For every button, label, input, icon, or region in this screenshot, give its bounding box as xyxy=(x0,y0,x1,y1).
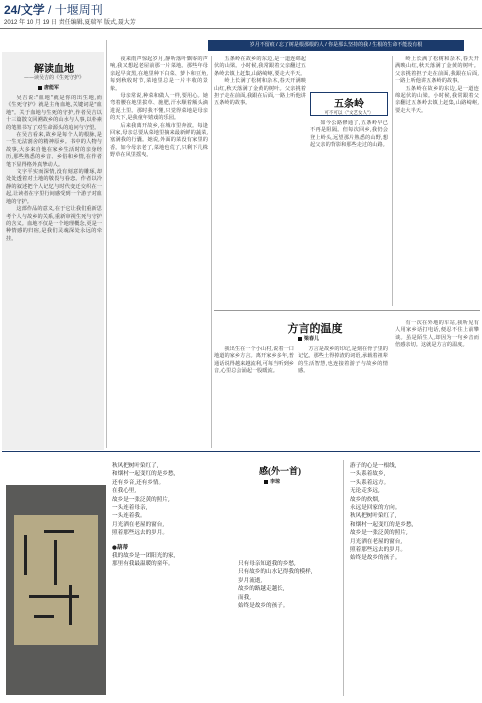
byline-square-icon xyxy=(38,86,42,90)
column-divider xyxy=(392,56,393,306)
poem-line: 岁月流逝, xyxy=(238,577,263,584)
poem-line: 一头系着远方。 xyxy=(350,479,390,486)
poem-line: 游子的心是一根线, xyxy=(350,463,397,469)
bottom-article-author: 梁春儿 xyxy=(304,336,320,342)
poem-middle-column xyxy=(238,560,338,610)
page-header xyxy=(0,0,482,36)
left-article-subtitle: ——读吴吉的《生死守护》 xyxy=(23,75,84,81)
paragraph: 后来我离开故乡,在城市里奔波。每逢回家,母亲总要从菜地里摘来最新鲜的蔬菜,塞满我的行囊。她说,外面的菜没有家里的香。如今母亲老了,菜地也荒了,只剩下几株野草在风里摇曳。 xyxy=(110,122,208,159)
poem-line: 月光洒在老屋的窗台, xyxy=(112,521,165,528)
header-rule xyxy=(0,28,482,29)
poem-line: 一头系着故乡, xyxy=(350,471,386,478)
poem-second-title: ●葫蒂 xyxy=(112,544,129,551)
poem-left-column xyxy=(112,462,222,569)
page-number: 24 xyxy=(4,3,18,17)
poem-line: 故乡的炊烟, xyxy=(350,496,380,503)
right-article-body-3 xyxy=(395,56,479,306)
poem-title: 感(外一首) xyxy=(259,466,301,476)
poem-line: 始终是故乡的孩子。 xyxy=(350,555,401,562)
poem-line: 一头连着我。 xyxy=(112,513,146,520)
column-divider xyxy=(343,460,344,696)
bottom-article-byline xyxy=(298,335,319,342)
paragraph: 如今公路修通了,五条岭早已不再是阻隔。但每次回乡,我仍会登上岭头,远望那片熟悉的山野,想起父亲的背影和那些走过的山路。 xyxy=(310,120,388,149)
poem-line: 月光洒在老屋的窗台, xyxy=(350,538,403,545)
poem-right-column xyxy=(350,462,478,563)
paragraph: 我出生在一个小山村,说着一口地道的家乡方言。离开家乡多年,普通话说得越来越流利,可每当听到乡音,心里总会涌起一股暖流。 xyxy=(214,346,294,375)
section-divider xyxy=(214,310,480,311)
paragraph: 方言是故乡的印记,是刻在骨子里的记忆。那些土得掉渣的词语,承载着祖辈的生活智慧,也连接着游子与故乡的情感。 xyxy=(298,346,388,375)
poem-line: 故乡是一张泛黄的照片, xyxy=(350,530,408,537)
left-article-body xyxy=(6,95,102,447)
paragraph: 文字平实而深情,没有刻意的雕琢,却处处透着对土地的敬畏与眷恋。作者以冷静的叙述把个人记忆与时代变迁交织在一起,让读者在字里行间感受到一个游子对血地的守护。 xyxy=(6,169,102,205)
poem-line: 照着那些远去的岁月。 xyxy=(350,547,406,554)
poem-line: 秋风把树叶染红了, xyxy=(112,463,159,469)
poem-line: 在我心里, xyxy=(112,488,137,495)
paragraph: 在吴吉看来,故乡是每个人的根脉,是一生无法割舍的精神原乡。书中的人物与故事,大多来自他在家乡生活时的亲身经历,那些熟悉的乡音、乡俗和乡情,在作者笔下显得格外真挚动人。 xyxy=(6,132,102,168)
poem-author: 李琼 xyxy=(270,479,281,485)
poem-line: 和烟村一起变红的是乡愁, xyxy=(112,471,176,478)
book-cover-photo xyxy=(6,485,106,695)
paragraph: 母亲常说,种菜和做人一样,要用心。她弯着腰在地里拔草、施肥,汗水顺着额头滴进泥土里。那时我不懂,只觉得菜地是母亲的天下,是我童年嬉戏的乐园。 xyxy=(110,93,208,122)
brush-stroke xyxy=(69,585,72,625)
section-name: 文学 xyxy=(20,3,45,17)
bottom-article-col-3 xyxy=(395,320,479,446)
poem-line: 秋风把树叶染红了, xyxy=(350,513,397,520)
right-article-title: 五条岭 xyxy=(334,99,364,110)
issue-line: 2012 年 10 月 19 日 责任编辑,夏瑞军 版式,聂大芳 xyxy=(4,20,136,26)
paragraph: 岭上长满了松树和杂木,春天开满映山红,秋天落满了金黄的树叶。父亲挑着担子走在前面,我跟在后面,一路上听他讲五条岭的故事。 xyxy=(395,56,479,85)
poem-line: 只有故乡的山水记得我的模样, xyxy=(238,569,313,576)
poem-line: 只有母亲知道我的乡愁, xyxy=(238,561,296,567)
byline-square-icon xyxy=(264,480,268,484)
brush-stroke xyxy=(54,540,57,585)
left-article-author: 唐能军 xyxy=(44,85,60,91)
poem-line: 故乡的路越走越长, xyxy=(238,586,285,593)
left-article-title: 解读血地 xyxy=(34,64,74,75)
poem-line: 和烟村一起变红的是乡愁, xyxy=(350,521,414,528)
brush-stroke xyxy=(24,535,27,575)
paragraph: 五条岭在故乡的东边,是一道连绵起伏的山梁。小时候,我常跟着父亲翻过五条岭去镇上赶集,山路崎岖,要走大半天。 xyxy=(395,85,479,114)
right-article-byline: 可不可以〈"文艺女人"〉 xyxy=(324,111,374,116)
tagline-banner: 岁月不留痕 / 忘了树是根那根的人 / 你是那么坚持的我 / 生根的生命不能没有根 xyxy=(208,40,464,51)
paragraph: 吴吉说:"血地"就是你的出生地,而《生死守护》就是主角血地,关键词是"血地"。关于血地与生死的守护,作者吴吉以十三篇散文回溯故乡的山水与人事,以朴素的笔墨书写了对生命源头的追问与守望。 xyxy=(6,95,102,131)
middle-article-body xyxy=(110,56,208,446)
right-article-body-2 xyxy=(310,120,388,306)
poem-section-rule xyxy=(2,451,480,452)
publication-name: 十堰周刊 xyxy=(54,3,103,17)
column-divider xyxy=(106,40,107,448)
bottom-article-col-1 xyxy=(214,346,294,446)
poem-line: 无论走多远, xyxy=(350,488,380,495)
brush-stroke xyxy=(34,615,54,618)
brush-stroke xyxy=(44,530,74,533)
poem-line: 永远是回家的方向。 xyxy=(350,505,401,512)
paragraph: 岭上长满了松树和杂木,春天开满映山红,秋天落满了金黄的树叶。父亲挑着担子走在前面,我跟在后面,一路上听他讲五条岭的故事。 xyxy=(214,78,306,107)
poem-line: 始终是故乡的孩子。 xyxy=(238,603,289,610)
byline-square-icon xyxy=(298,337,302,341)
right-article-title-box xyxy=(310,92,388,116)
page-title: 24/文学 / 十堰周刊 xyxy=(4,3,103,17)
right-article-body-1 xyxy=(214,56,306,306)
book-cover-image xyxy=(14,515,98,645)
poem-line: 而我, xyxy=(238,594,251,601)
paragraph: 有一次在外地的车站,我听见有人用家乡话打电话,便忍不住上前攀谈。虽是陌生人,却因为一句乡音而倍感亲切。这就是方言的温度。 xyxy=(395,320,479,349)
poem-line: 我的故乡是一团阳光的家, xyxy=(112,553,176,560)
poem-line: 一头连着母亲, xyxy=(112,505,148,512)
poem-line: 还有乡音,还有乡情。 xyxy=(112,479,165,486)
bottom-article-title: 方言的温度 xyxy=(287,323,343,335)
bottom-article-col-2 xyxy=(298,346,388,446)
paragraph: 五条岭在故乡的东边,是一道连绵起伏的山梁。小时候,我常跟着父亲翻过五条岭去镇上赶集,山路崎岖,要走大半天。 xyxy=(214,56,306,77)
column-divider xyxy=(211,56,212,448)
left-article-byline xyxy=(38,84,59,91)
paragraph: 这部作品的意义,在于它让我们重新思考个人与故乡的关系,重新审视生死与守护的含义。血地不仅是一个地理概念,更是一种情感的归宿,是我们灵魂深处永远的牵挂。 xyxy=(6,206,102,242)
paragraph: 夜来雨声惊起岁月,静听落叶飘零的声响,我又想起老屋前那一片菜地。那些年母亲起早贪黑,在地里种下白菜、萝卜和豆角,每到秋收时节,菜地里总是一片丰收的景象。 xyxy=(110,56,208,92)
poem-byline xyxy=(264,478,280,485)
poem-line: 那里有我最温暖的童年。 xyxy=(112,561,174,568)
poem-line: 故乡是一张泛黄的照片, xyxy=(112,496,170,503)
poem-line: 照着那些远去的岁月。 xyxy=(112,530,168,537)
